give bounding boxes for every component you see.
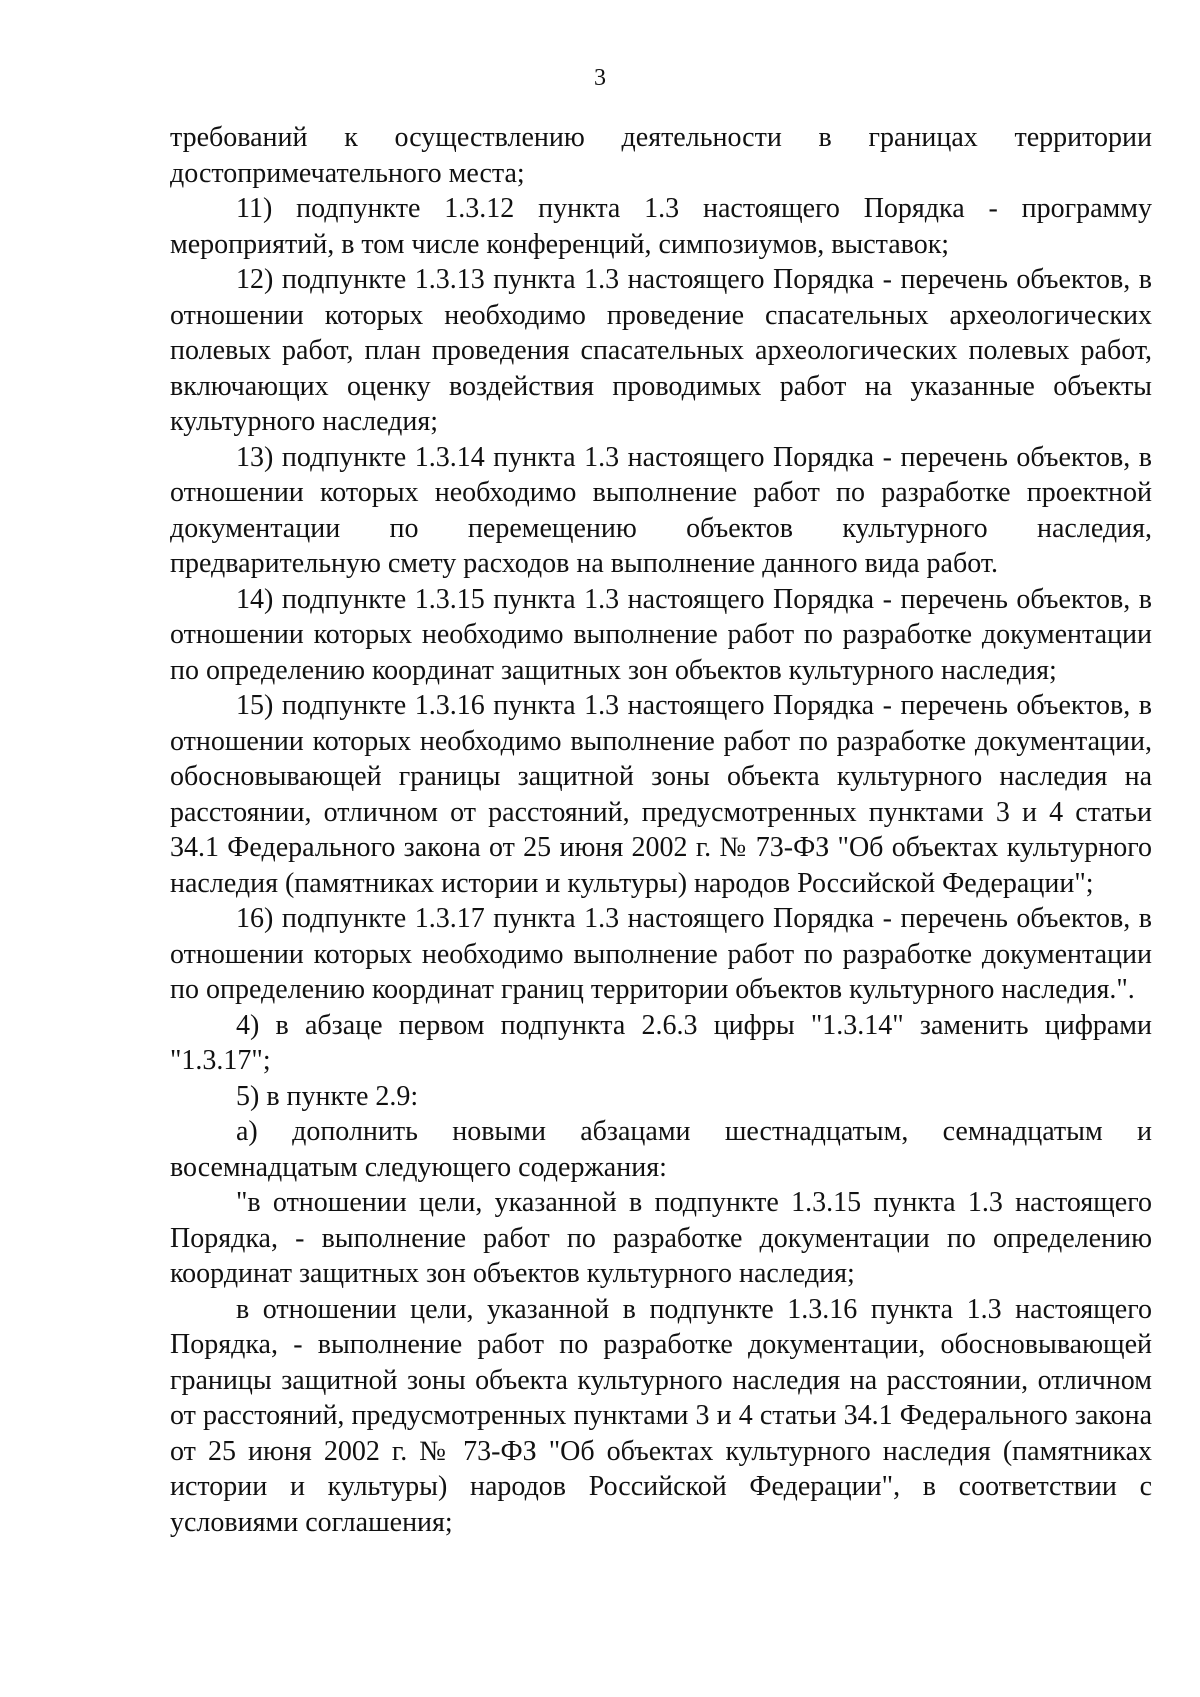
page-number: 3 [594, 65, 606, 91]
paragraph-item-13: 13) подпункте 1.3.14 пункта 1.3 настоящего Порядка - перечень объектов, в отношении которых необходимо выполнение работ по разработке проектной документации по перемещению объектов культурного наследия, предварительную смету расходов на выполнение данного вида работ. [170, 441, 1152, 579]
paragraph-subitem-a: а) дополнить новыми абзацами шестнадцатым, семнадцатым и восемнадцатым следующего содержания: [170, 1116, 1152, 1183]
paragraph-item-4: 4) в абзаце первом подпункта 2.6.3 цифры "1.3.14" заменить цифрами "1.3.17"; [170, 1009, 1152, 1076]
paragraph-item-12: 12) подпункте 1.3.13 пункта 1.3 настоящего Порядка - перечень объектов, в отношении которых необходимо проведение спасательных археологических полевых работ, план проведения спасательных археологических полевых работ, включающих оценку воздействия проводимых работ на указанные объекты культурного наследия; [170, 264, 1152, 437]
paragraph-item-14: 14) подпункте 1.3.15 пункта 1.3 настоящего Порядка - перечень объектов, в отношении которых необходимо выполнение работ по разработке документации по определению координат защитных зон объектов культурного наследия; [170, 583, 1152, 686]
paragraph-item-16: 16) подпункте 1.3.17 пункта 1.3 настоящего Порядка - перечень объектов, в отношении которых необходимо выполнение работ по разработке документации по определению координат границ территории объектов культурного наследия.". [170, 903, 1152, 1005]
paragraph-quote-2: в отношении цели, указанной в подпункте 1.3.16 пункта 1.3 настоящего Порядка, - выполнение работ по разработке документации, обосновывающей границы защитной зоны объекта культурного наследия на расстоянии, отличном от расстояний, предусмотренных пунктами 3 и 4 статьи 34.1 Федерального закона от 25 июня 2002 г. № 73-ФЗ "Об объектах культурного наследия (памятниках истории и культуры) народов Российской Федерации", в соответствии с условиями соглашения; [170, 1293, 1152, 1538]
paragraph-item-5: 5) в пункте 2.9: [236, 1080, 419, 1112]
paragraph-item-11: 11) подпункте 1.3.12 пункта 1.3 настоящего Порядка - программу мероприятий, в том числе конференций, симпозиумов, выставок; [170, 193, 1152, 260]
paragraph-quote-1: "в отношении цели, указанной в подпункте 1.3.15 пункта 1.3 настоящего Порядка, - выполнение работ по разработке документации по определению координат защитных зон объектов культурного наследия; [170, 1187, 1152, 1289]
document-body [170, 120, 1152, 1540]
paragraph-continuation: требований к осуществлению деятельности в границах территории достопримечательного места; [170, 122, 1152, 189]
paragraph-item-15: 15) подпункте 1.3.16 пункта 1.3 настоящего Порядка - перечень объектов, в отношении которых необходимо выполнение работ по разработке документации, обосновывающей границы защитной зоны объекта культурного наследия на расстоянии, отличном от расстояний, предусмотренных пунктами 3 и 4 статьи 34.1 Федерального закона от 25 июня 2002 г. № 73-ФЗ "Об объектах культурного наследия (памятниках истории и культуры) народов Российской Федерации"; [170, 690, 1152, 899]
